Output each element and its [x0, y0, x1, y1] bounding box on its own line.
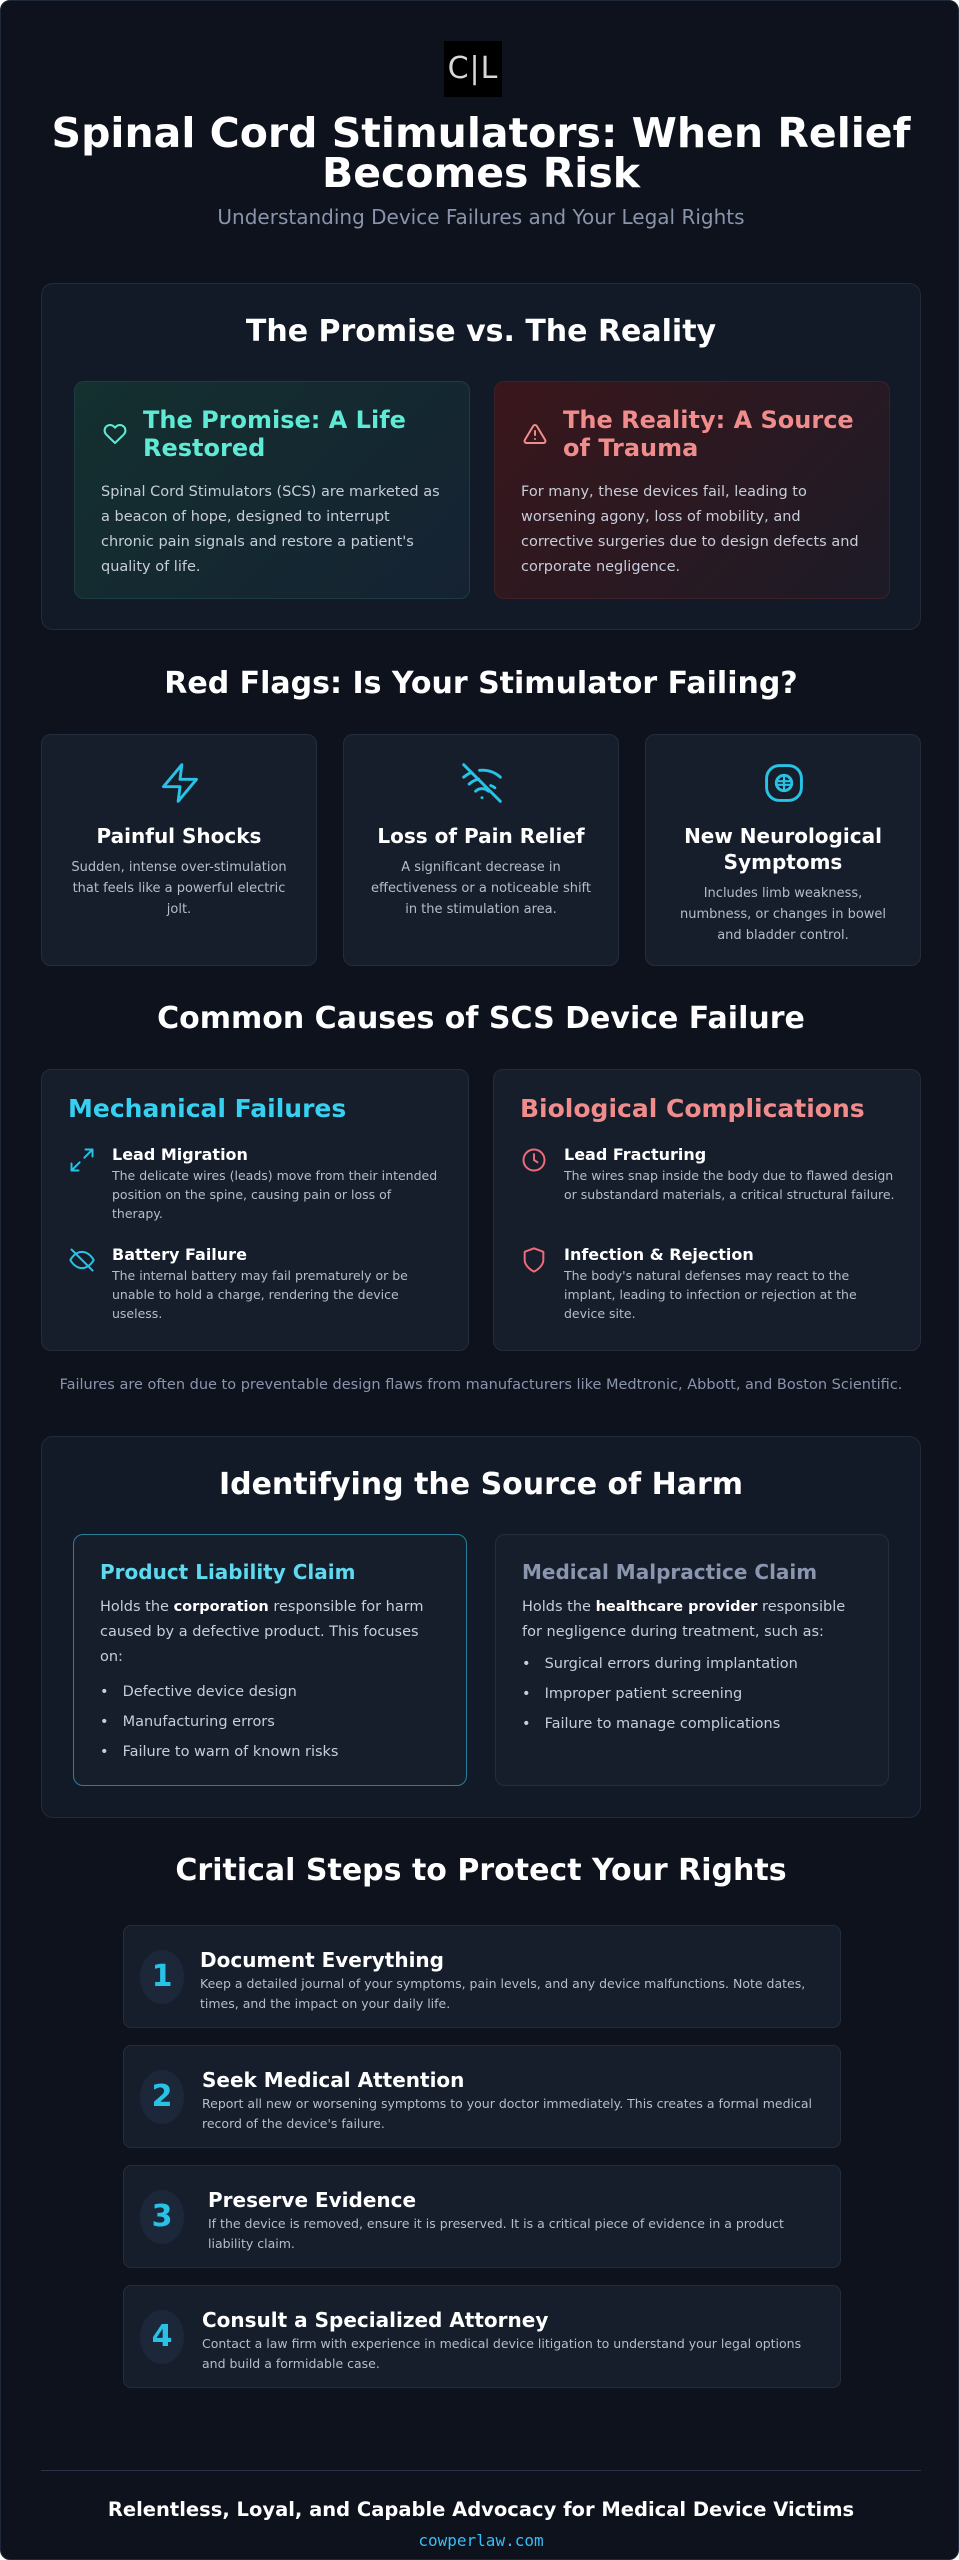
promise-reality-title: The Promise vs. The Reality — [245, 314, 717, 349]
cause-item-title: Battery Failure — [112, 1245, 247, 1264]
steps-title: Critical Steps to Protect Your Rights — [175, 1853, 787, 1888]
text-emphasis: corporation — [173, 1599, 269, 1615]
promise-reality-panel — [41, 283, 921, 630]
expand-arrows-icon — [68, 1146, 96, 1174]
step-title: Seek Medical Attention — [202, 2068, 465, 2092]
text-part: responsible for harm caused by a defective product. This focuses on: — [100, 1599, 424, 1665]
medical-malpractice-title: Medical Malpractice Claim — [522, 1560, 818, 1584]
list-item: • Surgical errors during implantation — [522, 1649, 866, 1679]
list-item: • Improper patient screening — [522, 1679, 866, 1709]
list-item: • Failure to manage complications — [522, 1709, 866, 1739]
cause-item-lead-migration — [68, 1145, 444, 1223]
step-number: 4 — [140, 2310, 184, 2364]
flag-text: A significant decrease in effectiveness or a noticeable shift in the stimulation area. — [370, 860, 592, 917]
manufacturers-note: Failures are often due to preventable design flaws from manufacturers like Medtronic, Abbott, and Boston Scientific. — [59, 1377, 903, 1393]
promise-card — [74, 381, 470, 599]
wifi-off-icon — [460, 761, 504, 805]
step-text: Contact a law firm with experience in medical device litigation to understand your legal options and build a formidable case. — [202, 2336, 802, 2371]
website-link[interactable]: cowperlaw.com — [418, 2531, 544, 2550]
cause-item-text: The wires snap inside the body due to flawed design or substandard materials, a critical structural failure. — [564, 1168, 895, 1202]
step-card — [123, 2045, 841, 2148]
product-liability-title: Product Liability Claim — [100, 1560, 356, 1584]
page-subtitle: Understanding Device Failures and Your Legal Rights — [217, 205, 745, 229]
footer-tagline: Relentless, Loyal, and Capable Advocacy for Medical Device Victims — [107, 2498, 855, 2521]
step-text: Report all new or worsening symptoms to your doctor immediately. This creates a formal medical record of the device's failure. — [202, 2096, 813, 2131]
heart-icon — [101, 422, 129, 446]
flag-title: Painful Shocks — [96, 824, 262, 848]
step-card — [123, 2165, 841, 2268]
flag-card-neurological — [645, 734, 921, 966]
causes-title: Common Causes of SCS Device Failure — [157, 1001, 805, 1036]
step-text: Keep a detailed journal of your symptoms, pain levels, and any device malfunctions. Note dates, times, and the impact on your daily life. — [200, 1976, 806, 2011]
product-liability-text — [100, 1595, 444, 1670]
biological-complications-card — [493, 1069, 921, 1351]
text-emphasis: healthcare provider — [595, 1599, 758, 1615]
clock-icon — [520, 1146, 548, 1174]
cause-item-lead-fracturing — [520, 1145, 896, 1204]
red-flags-title: Red Flags: Is Your Stimulator Failing? — [164, 666, 798, 701]
source-of-harm-title: Identifying the Source of Harm — [218, 1467, 744, 1502]
product-liability-list — [100, 1677, 444, 1767]
footer-divider — [41, 2470, 921, 2471]
step-title: Consult a Specialized Attorney — [202, 2308, 549, 2332]
reality-title: The Reality: A Source of Trauma — [563, 406, 854, 462]
step-title: Document Everything — [200, 1948, 444, 1972]
reality-card — [494, 381, 890, 599]
step-text: If the device is removed, ensure it is preserved. It is a critical piece of evidence in a product liability claim. — [208, 2216, 784, 2251]
cause-item-title: Infection & Rejection — [564, 1245, 754, 1264]
flag-card-painful-shocks — [41, 734, 317, 966]
product-liability-card — [73, 1534, 467, 1786]
shield-icon — [520, 1246, 548, 1274]
list-item: • Defective device design — [100, 1677, 444, 1707]
list-item: • Manufacturing errors — [100, 1707, 444, 1737]
reality-text: For many, these devices fail, leading to worsening agony, loss of mobility, and corrective surgeries due to design defects and corporate negligence. — [521, 484, 859, 575]
battery-off-icon — [68, 1246, 96, 1274]
flag-text: Includes limb weakness, numbness, or changes in bowel and bladder control. — [679, 886, 887, 943]
cause-item-infection — [520, 1245, 896, 1323]
step-card — [123, 2285, 841, 2388]
cause-item-title: Lead Fracturing — [564, 1145, 707, 1164]
text-part: responsible for negligence during treatment, such as: — [522, 1599, 846, 1640]
step-number: 1 — [140, 1950, 184, 2004]
mechanical-title: Mechanical Failures — [68, 1094, 347, 1123]
flag-title: Loss of Pain Relief — [377, 824, 585, 848]
cause-item-text: The delicate wires (leads) move from their intended position on the spine, causing pain or loss of therapy. — [112, 1168, 438, 1221]
mechanical-failures-card — [41, 1069, 469, 1351]
promise-text: Spinal Cord Stimulators (SCS) are marketed as a beacon of hope, designed to interrupt chronic pain signals and restore a patient's quality of life. — [101, 484, 440, 575]
promise-title: The Promise: A Life Restored — [143, 406, 406, 462]
cause-item-battery-failure — [68, 1245, 444, 1323]
step-card — [123, 1925, 841, 2028]
flag-text: Sudden, intense over-stimulation that feels like a powerful electric jolt. — [71, 860, 287, 917]
step-number: 3 — [140, 2190, 184, 2244]
cause-item-title: Lead Migration — [112, 1145, 248, 1164]
biological-title: Biological Complications — [520, 1094, 865, 1123]
step-title: Preserve Evidence — [208, 2188, 417, 2212]
list-item: • Failure to warn of known risks — [100, 1737, 444, 1767]
firm-logo: C|L — [444, 41, 502, 97]
page-title: Spinal Cord Stimulators: When Relief Becomes Risk — [51, 109, 911, 197]
flag-title: New Neurological Symptoms — [684, 824, 882, 874]
text-part: Holds the — [100, 1599, 174, 1615]
flag-card-loss-of-relief — [343, 734, 619, 966]
text-part: Holds the — [522, 1599, 596, 1615]
medical-malpractice-text — [522, 1595, 866, 1645]
medical-malpractice-list — [522, 1649, 866, 1739]
step-number: 2 — [140, 2070, 184, 2124]
brain-icon — [762, 761, 806, 805]
cause-item-text: The internal battery may fail prematurely or be unable to hold a charge, rendering the device useless. — [112, 1268, 408, 1321]
cause-item-text: The body's natural defenses may react to the implant, leading to infection or rejection at the device site. — [564, 1268, 857, 1321]
lightning-icon — [158, 761, 202, 805]
warning-icon — [521, 422, 549, 446]
medical-malpractice-card — [495, 1534, 889, 1786]
